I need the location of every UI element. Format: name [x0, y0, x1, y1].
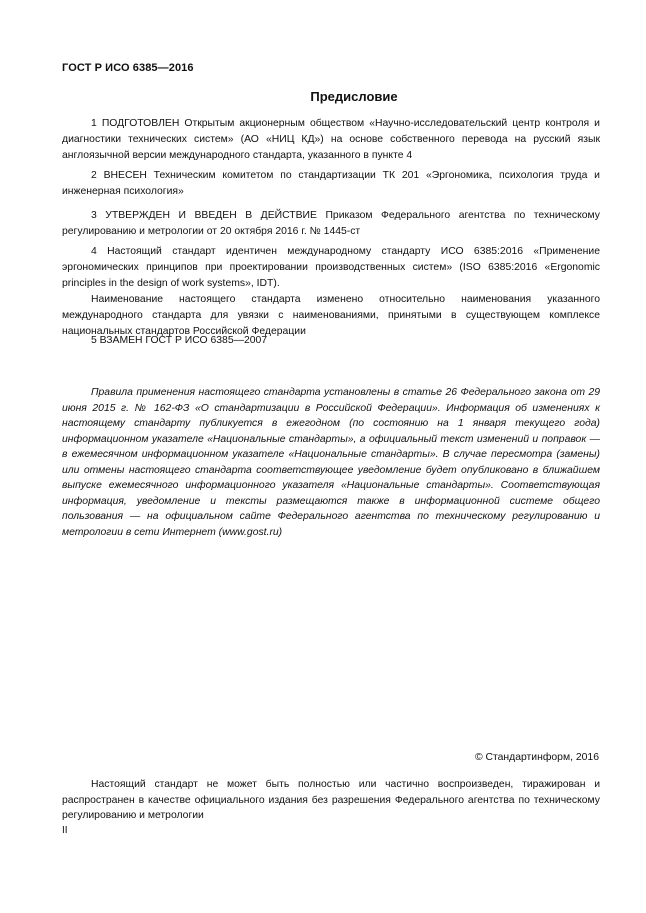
foreword-item-1: [62, 116, 600, 164]
foreword-item-1-text: 1 ПОДГОТОВЛЕН Открытым акционерным обществом «Научно-исследовательский центр контроля и диагностики технических систем» (АО «НИЦ КД») на основе собственного перевода на русский язык англоязычной версии международного стандарта, указанного в пункте 4: [62, 118, 600, 161]
foreword-item-2: [62, 168, 600, 200]
foreword-item-4: [62, 244, 600, 340]
copyright-notice: © Стандартинформ, 2016: [474, 752, 599, 763]
foreword-item-2-text: 2 ВНЕСЕН Техническим комитетом по стандартизации ТК 201 «Эргономика, психология труда и инженерная психология»: [62, 170, 600, 197]
foreword-item-5: [62, 333, 600, 349]
foreword-item-5-text: 5 ВЗАМЕН ГОСТ Р ИСО 6385—2007: [91, 335, 268, 346]
page-number: II: [62, 825, 68, 836]
page-title: Предисловие: [310, 89, 398, 104]
foreword-item-4-text: 4 Настоящий стандарт идентичен международному стандарту ИСО 6385:2016 «Применение эргономических принципов при проектировании производственных систем» (ISO 6385:2016 «Ergonomic principles in the design of work systems», IDT).: [62, 246, 600, 289]
foreword-item-3-text: 3 УТВЕРЖДЕН И ВВЕДЕН В ДЕЙСТВИЕ Приказом Федерального агентства по техническому регулированию и метрологии от 20 октября 2016 г. № 1445-ст: [62, 210, 600, 237]
rules-note: [62, 385, 600, 540]
foreword-item-4-note: Наименование настоящего стандарта изменено относительно наименования указанного международного стандарта для увязки с наименованиями, принятыми в существующем комплексе национальных стандартов Российской Федерации: [62, 294, 600, 337]
foreword-item-3: [62, 208, 600, 240]
reproduction-notice: [62, 777, 600, 824]
document-header: ГОСТ Р ИСО 6385—2016: [62, 62, 194, 74]
reproduction-notice-text: Настоящий стандарт не может быть полностью или частично воспроизведен, тиражирован и распространен в качестве официального издания без разрешения Федерального агентства по техническому регулированию и метрологии: [62, 779, 600, 821]
rules-note-text: Правила применения настоящего стандарта установлены в статье 26 Федерального закона от 29 июня 2015 г. № 162-ФЗ «О стандартизации в Российской Федерации». Информация об изменениях к настоящему стандарту публикуется в ежегодном (по состоянию на 1 января текущего года) информационном указателе «Национальные стандарты», а официальный текст изменений и поправок — в ежемесячном информационном указателе «Национальные стандарты». В случае пересмотра (замены) или отмены настоящего стандарта соответствующее уведомление будет опубликовано в ближайшем выпуске ежемесячного информационного указателя «Национальные стандарты». Соответствующая информация, уведомление и тексты размещаются также в информационной системе общего пользования — на официальном сайте Федерального агентства по техническому регулированию и метрологии в сети Интернет (www.gost.ru): [62, 387, 600, 538]
